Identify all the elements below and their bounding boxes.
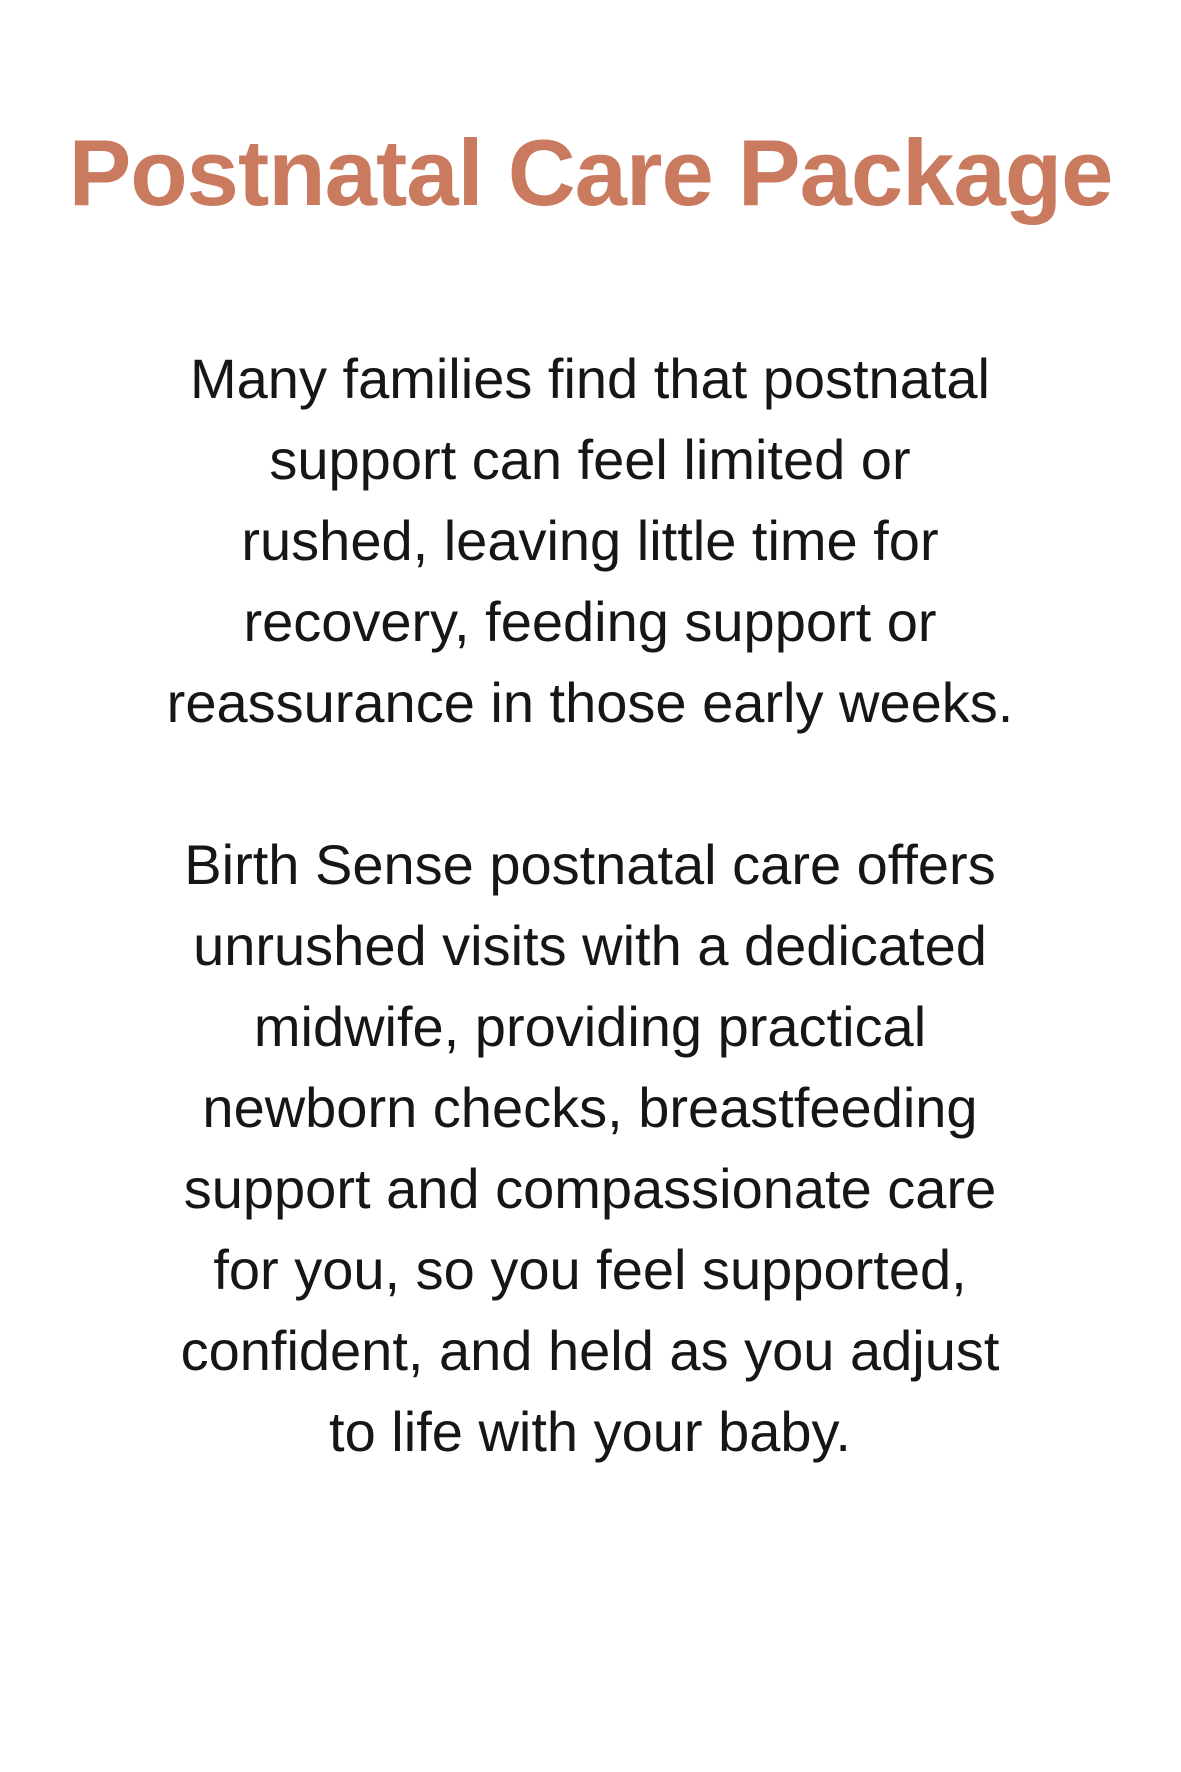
- paragraph-line: midwife, providing practical: [253, 995, 927, 1058]
- paragraph-line: support and compassionate care: [183, 1157, 997, 1220]
- paragraph-line: rushed, leaving little time for: [241, 509, 939, 572]
- paragraph-line: reassurance in those early weeks.: [166, 671, 1014, 734]
- paragraph-line: newborn checks, breastfeeding: [202, 1076, 978, 1139]
- page-title: Postnatal Care Package: [68, 120, 1113, 225]
- paragraph-line: recovery, feeding support or: [243, 590, 937, 653]
- description-paragraph: [140, 824, 1040, 1472]
- paragraph-line: Many families find that postnatal: [190, 347, 990, 410]
- intro-paragraph: [140, 338, 1040, 743]
- paragraph-line: to life with your baby.: [329, 1400, 851, 1463]
- paragraph-line: unrushed visits with a dedicated: [193, 914, 987, 977]
- paragraph-line: support can feel limited or: [269, 428, 911, 491]
- paragraph-line: Birth Sense postnatal care offers: [184, 833, 996, 896]
- paragraph-line: for you, so you feel supported,: [213, 1238, 967, 1301]
- paragraph-line: confident, and held as you adjust: [180, 1319, 1000, 1382]
